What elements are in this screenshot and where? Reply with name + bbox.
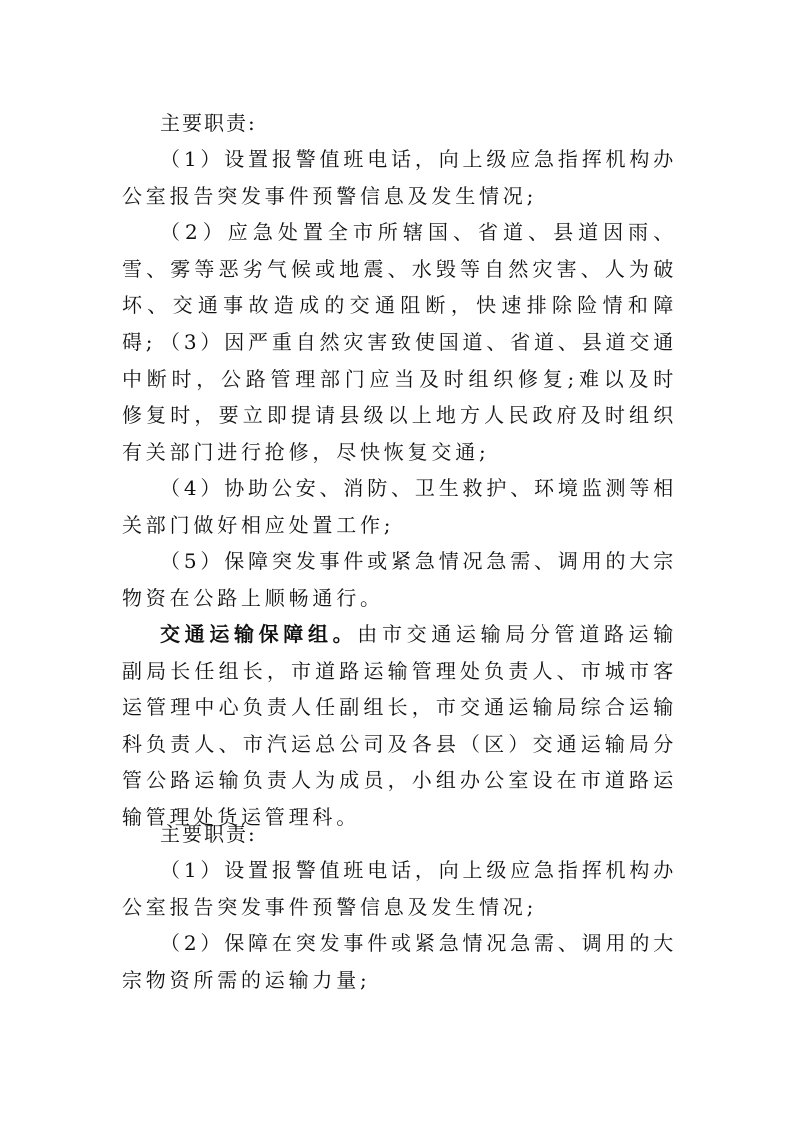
section1-heading: 主要职责: [160,111,257,135]
section1-item-4: （4）协助公安、消防、卫生救护、环境监测等相关部门做好相应处置工作; [122,476,677,537]
section1-item-1: （1）设置报警值班电话，向上级应急指挥机构办公室报告突发事件预警信息及发生情况; [122,147,677,208]
group-description: 由市交通运输局分管道路运输副局长任组长，市道路运输管理处负责人、市城市客运管理中心负责人任副组长，市交通运输局综合运输科负责人、市汽运总公司及各县（区）交通运输局分管公路运输负责人为成员，小组办公室设在市道路运输管理处货运管理科。 [122,622,677,829]
section2-item-1: （1）设置报警值班电话，向上级应急指挥机构办公室报告突发事件预警信息及发生情况; [122,858,677,919]
section1-item-5: （5）保障突发事件或紧急情况急需、调用的大宗物资在公路上顺畅通行。 [122,549,677,610]
section1-item-3: （3）因严重自然灾害致使国道、省道、县道交通中断时，公路管理部门应当及时组织修复;难以及时修复时，要立即提请县级以上地方人民政府及时组织有关部门进行抢修，尽快恢复交通; [122,330,677,464]
group-paragraph [122,616,677,835]
section2-item-2: （2）保障在突发事件或紧急情况急需、调用的大宗物资所需的运输力量; [122,931,677,992]
section1-item-2: （2）应急处置全市所辖国、省道、县道因雨、雪、雾等恶劣气候或地震、水毁等自然灾害、人为破坏、交通事故造成的交通阻断，快速排除险情和障碍; [122,220,677,354]
group-title: 交通运输保障组。 [160,622,358,646]
section2-heading: 主要职责: [160,822,257,846]
